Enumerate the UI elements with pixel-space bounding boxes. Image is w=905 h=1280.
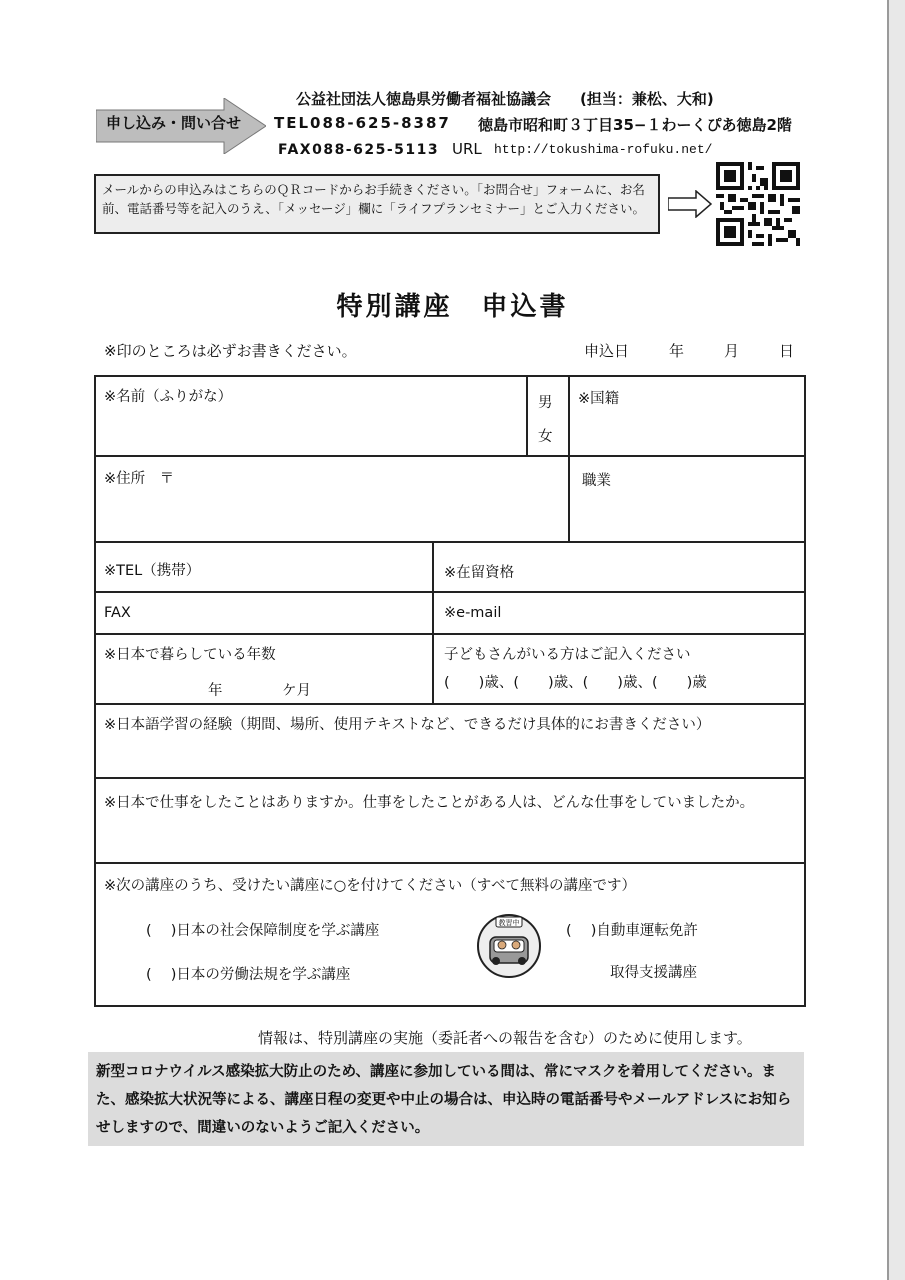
japanese-study-field[interactable]: ※日本語学習の経験（期間、場所、使用テキストなど、できるだけ具体的にお書きください） [104,717,711,733]
driving-car-icon [476,913,542,979]
courses-label: ※次の講座のうち、受けたい講座に○を付けてください（すべて無料の講座です） [104,878,637,894]
work-experience-field[interactable]: ※日本で仕事をしたことはありますか。仕事をしたことがある人は、どんな仕事をしていましたか。 [104,795,755,811]
email-field[interactable]: ※e-mail [444,605,502,621]
privacy-note: 情報は、特別講座の実施（委託者への報告を含む）のために使用します。 [258,1029,752,1047]
postal-mark: 〒 [159,471,175,487]
url-label: URL [452,140,482,158]
children-ages-field[interactable]: ( )歳、( )歳、( )歳、( )歳 [444,675,707,691]
address-text: 徳島市昭和町３丁目35−１わーくぴあ徳島2階 [478,116,792,134]
year-label: 年 [669,342,685,360]
covid-notice: 新型コロナウイルス感染拡大防止のため、講座に参加している間は、常にマスクを着用してください。また、感染拡大状況等による、講座日程の変更や中止の場合は、申込時の電話番号やメールアドレスにお知らせしますので、間違いのないようご記入ください。 [88,1052,804,1146]
contact-person: (担当：兼松、大和) [580,90,714,108]
address-label: ※住所 [104,471,146,487]
apply-inquiry-label: 申し込み・問い合せ [106,114,242,132]
occupation-field[interactable]: 職業 [582,473,611,489]
month-label: 月 [724,342,740,360]
fax-number: FAX088-625-5113 [278,142,440,158]
residence-status-field[interactable]: ※在留資格 [444,565,515,581]
course-labor-law-option[interactable]: ( )日本の労働法規を学ぶ講座 [146,967,351,983]
page-edge [887,0,905,1280]
years-in-japan-field[interactable]: ※日本で暮らしている年数 [104,647,276,663]
application-form [94,375,806,1007]
course-driving-license-line2: 取得支援講座 [610,965,697,981]
gender-female-option[interactable]: 女 [538,429,553,445]
address-field[interactable] [104,467,174,488]
day-label: 日 [779,342,795,360]
phone-number: TEL088-625-8387 [274,114,451,132]
tel-field[interactable]: ※TEL（携帯） [104,563,201,579]
course-driving-license-option[interactable]: ( )自動車運転免許 [566,923,698,939]
page-title: 特別講座 申込書 [336,292,569,322]
application-date [584,340,794,361]
months-unit: ケ月 [282,683,311,699]
website-url[interactable]: http://tokushima-rofuku.net/ [494,142,713,157]
name-field[interactable]: ※名前（ふりがな） [104,389,233,405]
fax-field[interactable]: FAX [104,605,131,621]
required-note: ※印のところは必ずお書きください。 [104,342,357,360]
organization-name: 公益社団法人徳島県労働者福祉協議会 [296,90,552,108]
right-arrow-icon [668,190,712,218]
qr-code-icon[interactable] [716,162,800,246]
course-social-security-option[interactable]: ( )日本の社会保障制度を学ぶ講座 [146,923,380,939]
nationality-field[interactable]: ※国籍 [578,391,620,407]
date-label: 申込日 [584,342,630,360]
years-unit: 年 [208,683,223,699]
children-label: 子どもさんがいる方はご記入ください [444,647,691,663]
email-notice: メールからの申込みはこちらのＱＲコードからお手続きください。「お問合せ」フォームに、お名前、電話番号等を記入のうえ、「メッセージ」欄に「ライフプランセミナー」とご入力ください。 [94,174,660,234]
gender-male-option[interactable]: 男 [538,395,553,411]
car-sign-text: 教習中 [498,919,520,927]
